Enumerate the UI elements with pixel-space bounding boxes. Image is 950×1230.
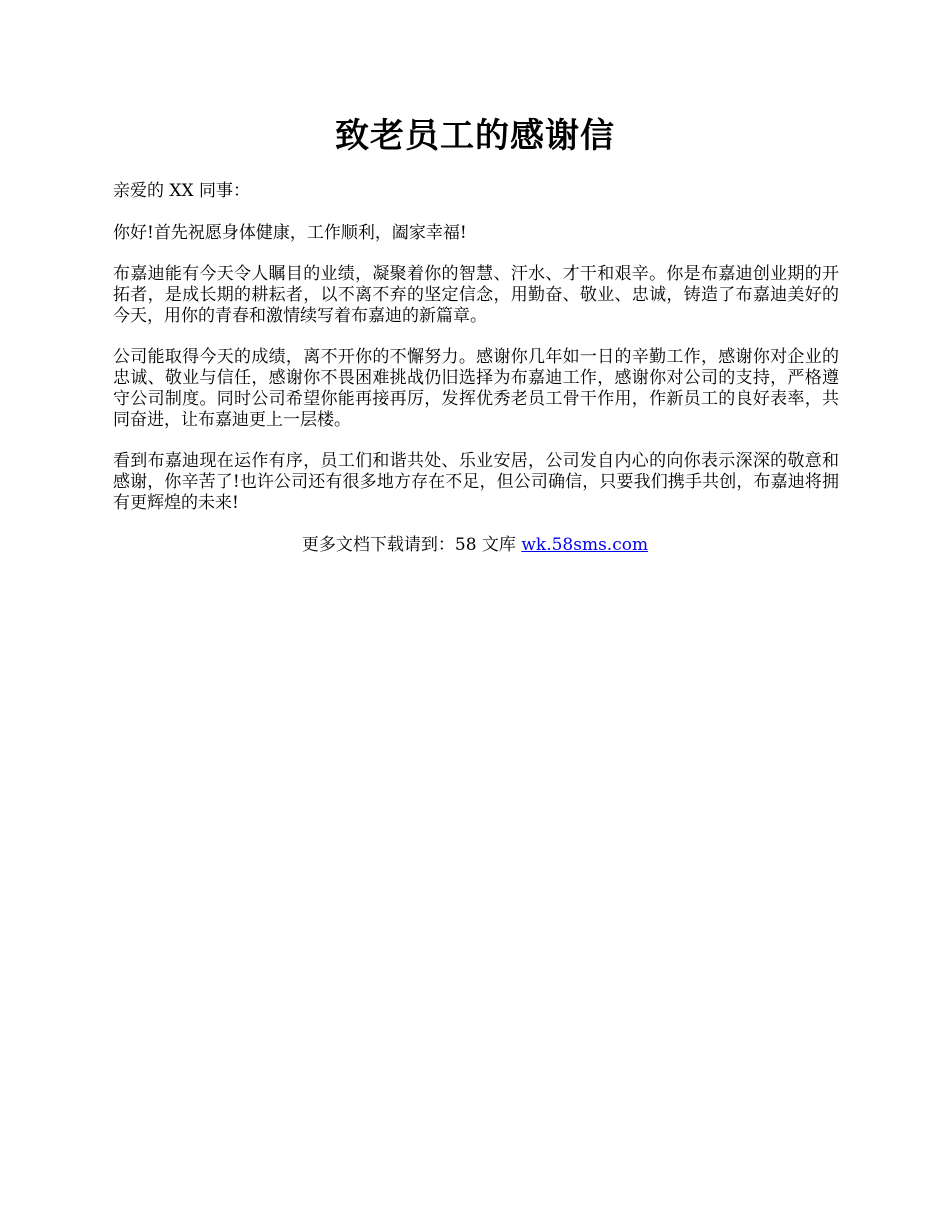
paragraph-4: 看到布嘉迪现在运作有序，员工们和谐共处、乐业安居，公司发自内心的向你表示深深的敬意和感谢，你辛苦了!也许公司还有很多地方存在不足，但公司确信，只要我们携手共创，布嘉迪将拥有更辉煌的未来! (113, 451, 839, 513)
footer-link[interactable]: wk.58sms.com (521, 535, 649, 555)
paragraph-2: 布嘉迪能有今天令人瞩目的业绩，凝聚着你的智慧、汗水、才干和艰辛。你是布嘉迪创业期的开拓者，是成长期的耕耘者，以不离不弃的坚定信念，用勤奋、敬业、忠诚，铸造了布嘉迪美好的今天，用你的青春和激情续写着布嘉迪的新篇章。 (113, 264, 839, 326)
letter-greeting: 亲爱的 XX 同事： (113, 181, 251, 201)
footer-line (0, 535, 950, 556)
paragraph-1: 你好!首先祝愿身体健康，工作顺利，阖家幸福! (113, 223, 467, 243)
footer-prefix: 更多文档下载请到：58 文库 (301, 535, 522, 555)
document-title: 致老员工的感谢信 (335, 116, 615, 156)
paragraph-3: 公司能取得今天的成绩，离不开你的不懈努力。感谢你几年如一日的辛勤工作，感谢你对企业的忠诚、敬业与信任，感谢你不畏困难挑战仍旧选择为布嘉迪工作，感谢你对公司的支持，严格遵守公司制度。同时公司希望你能再接再厉，发挥优秀老员工骨干作用，作新员工的良好表率，共同奋进，让布嘉迪更上一层楼。 (113, 347, 839, 430)
